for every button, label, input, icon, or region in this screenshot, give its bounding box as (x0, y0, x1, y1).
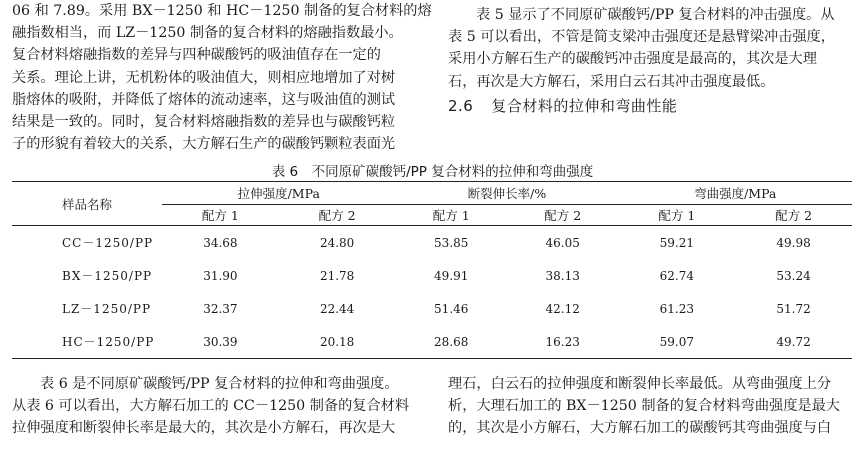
table-row (12, 259, 852, 292)
table-row (12, 226, 852, 260)
value-cell: 32.37 (203, 301, 238, 316)
table-header-flexural-strength: 弯曲强度/MPa (618, 182, 852, 205)
value-cell: 30.39 (162, 325, 279, 359)
right-column-bottom-paragraph (448, 373, 858, 440)
paragraph-line: 理石，白云石的拉伸强度和断裂伸长率最低。从弯曲强度上分 (448, 376, 832, 392)
value-cell: 28.68 (396, 325, 507, 359)
paragraph-line: 表 6 是不同原矿碳酸钙/PP 复合材料的拉伸和弯曲强度。 (40, 376, 399, 392)
value-cell: 49.72 (735, 325, 852, 359)
paragraph-line: 采用小方解石生产的碳酸钙冲击强度是最高的，其次是大理 (448, 51, 817, 68)
sample-name-cell: HC－1250/PP (12, 325, 162, 359)
sample-name-cell: LZ－1250/PP (62, 302, 152, 316)
paragraph-line: 石，再次是大方解石，采用白云石其冲击强度最低。 (448, 73, 775, 90)
paragraph-line: 脂熔体的吸附，并降低了熔体的流动速率，这与吸油值的测试 (12, 91, 396, 108)
table-header-elongation: 断裂伸长率/% (396, 182, 619, 205)
value-cell: 51.72 (776, 301, 811, 316)
table-subheader: 配方 1 (396, 205, 507, 226)
sample-name-cell: BX－1250/PP (62, 269, 153, 283)
paragraph-line: 子的形貌有着较大的关系，大方解石生产的碳酸钙颗粒表面光 (12, 136, 396, 153)
value-cell: 49.91 (434, 268, 469, 283)
paragraph-line: 融指数相当，而 LZ－1250 制备的复合材料的熔融指数最小。 (12, 25, 403, 42)
right-column-top-paragraph (448, 4, 858, 93)
value-cell: 38.13 (545, 268, 580, 283)
paragraph-line: 的，其次是小方解石，大方解石加工的碳酸钙其弯曲强度与白 (448, 420, 832, 437)
value-cell: 59.07 (618, 325, 735, 359)
value-cell: 59.21 (659, 235, 694, 250)
paragraph-line: 结果是一致的。同时，复合材料熔融指数的差异也与碳酸钙粒 (12, 114, 396, 131)
section-title: 复合材料的拉伸和弯曲性能 (491, 97, 678, 115)
value-cell: 42.12 (545, 301, 580, 316)
paragraph-line: 析，大理石加工的 BX－1250 制备的复合材料弯曲强度是最大 (448, 398, 840, 415)
table-caption: 表 6 不同原矿碳酸钙/PP 复合材料的拉伸和弯曲强度 (271, 164, 594, 180)
value-cell: 22.44 (319, 301, 355, 316)
value-cell: 51.46 (434, 301, 469, 316)
table-subheader: 配方 2 (507, 205, 618, 226)
section-heading (448, 95, 695, 116)
value-cell: 53.24 (776, 268, 811, 283)
paragraph-line: 拉伸强度和断裂伸长率是最大的，其次是小方解石，再次是大 (12, 420, 396, 437)
left-column-bottom-paragraph (12, 373, 422, 440)
table-header-tensile-strength: 拉伸强度/MPa (162, 182, 396, 205)
paragraph-line: 复合材料熔融指数的差异与四种碳酸钙的吸油值存在一定的 (12, 47, 381, 64)
section-number: 2.6 (448, 97, 474, 115)
value-cell: 61.23 (659, 301, 694, 316)
table-row (12, 292, 852, 325)
table-subheader: 配方 2 (279, 205, 396, 226)
value-cell: 20.18 (279, 325, 396, 359)
left-column-top-paragraph (12, 0, 432, 155)
table-subheader: 配方 2 (735, 205, 852, 226)
paragraph-line: 06 和 7.89。采用 BX－1250 和 HC－1250 制备的复合材料的熔 (12, 3, 432, 19)
value-cell: 46.05 (545, 235, 580, 250)
table-header-sample-name: 样品名称 (12, 182, 162, 226)
table-subheader: 配方 1 (618, 205, 735, 226)
paragraph-line: 表 5 显示了不同原矿碳酸钙/PP 复合材料的冲击强度。从 (476, 7, 835, 23)
value-cell: 49.98 (776, 235, 811, 250)
value-cell: 62.74 (659, 268, 694, 283)
sample-name-cell: CC－1250/PP (62, 236, 154, 250)
value-cell: 34.68 (203, 235, 238, 250)
table-subheader: 配方 1 (162, 205, 279, 226)
value-cell: 31.90 (203, 268, 238, 283)
value-cell: 21.78 (319, 268, 355, 283)
paragraph-line: 关系。理论上讲，无机粉体的吸油值大，则相应地增加了对树 (12, 69, 396, 86)
value-cell: 16.23 (507, 325, 618, 359)
results-table (12, 181, 852, 359)
paragraph-line: 从表 6 可以看出，大方解石加工的 CC－1250 制备的复合材料 (12, 398, 410, 415)
value-cell: 53.85 (434, 235, 469, 250)
paragraph-line: 表 5 可以看出，不管是简支梁冲击强度还是悬臂梁冲击强度， (448, 29, 835, 46)
value-cell: 24.80 (319, 235, 355, 250)
table-row (12, 325, 852, 359)
